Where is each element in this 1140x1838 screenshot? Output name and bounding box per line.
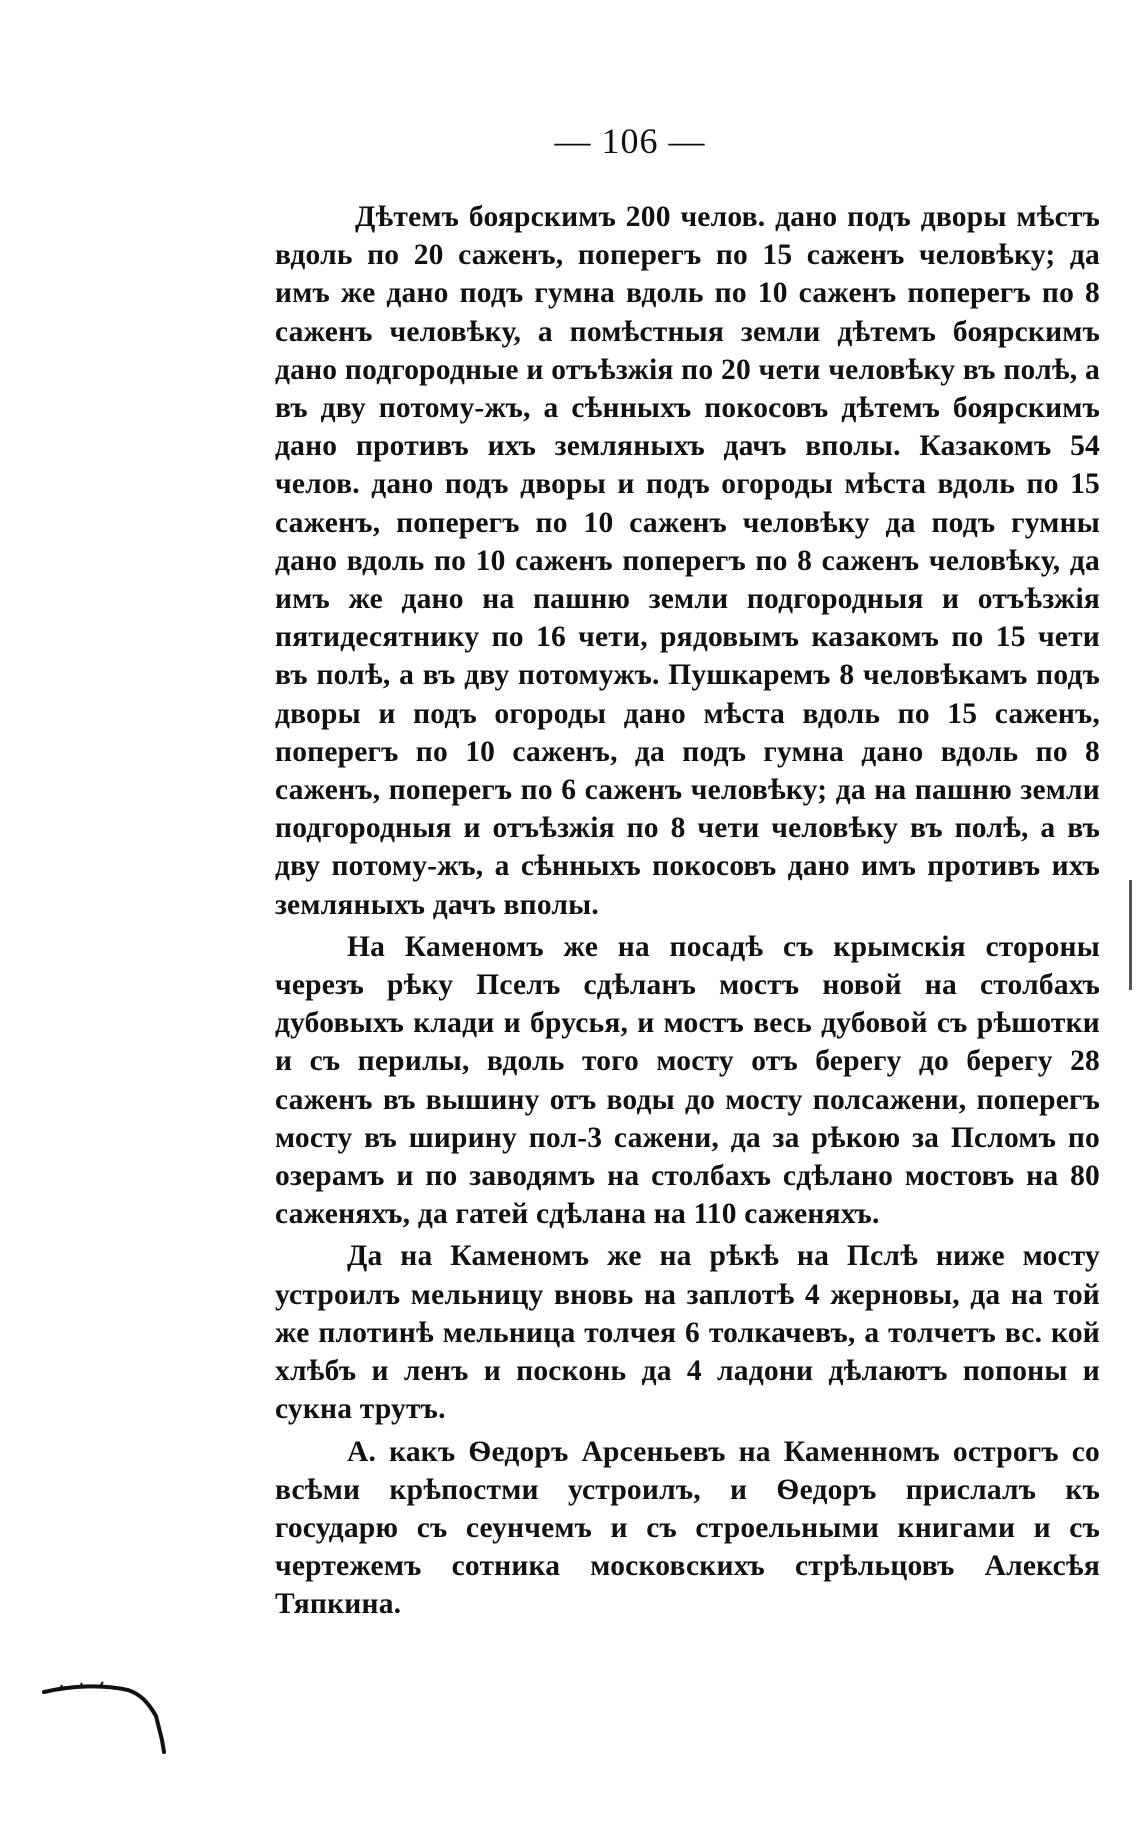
page-number: — 106 — [554,121,706,161]
body-text [275,198,1100,1628]
paragraph: Да на Каменомъ же на рѣкѣ на Пслѣ ниже мосту устроилъ мельницу вновь на заплотѣ 4 жерновы, да на той же плотинѣ мельница толчея 6 толкачевъ, а толчетъ вс. кой хлѣбъ и ленъ и посконь да 4 ладони дѣлаютъ попоны и сукна трутъ. [275,1240,1100,1426]
corner-flourish-mark [40,1680,170,1760]
scan-edge-line [1129,880,1132,990]
paragraph: А. какъ Ѳедоръ Арсеньевъ на Каменномъ острогъ со всѣми крѣпостми устроилъ, и Ѳедоръ прислалъ къ государю съ сеунчемъ и съ строельными книгами и съ чертежемъ сотника московскихъ стрѣльцовъ Алексѣя Тяпкина. [275,1435,1100,1621]
paragraph: На Каменомъ же на посадѣ съ крымскія стороны черезъ рѣку Пселъ сдѣланъ мостъ новой на столбахъ дубовыхъ клади и брусья, и мостъ весь дубовой съ рѣшотки и съ перилы, вдоль того мосту отъ берегу до берегу 28 саженъ въ вышину отъ воды до мосту полсажени, поперегъ мосту въ ширину пол-3 сажени, да за рѣкою за Псломъ по озерамъ и по заводямъ на столбахъ сдѣлано мостовъ на 80 саженяхъ, да гатей сдѣлана на 110 саженяхъ. [275,930,1100,1231]
paragraph: Дѣтемъ боярскимъ 200 челов. дано подъ дворы мѣстъ вдоль по 20 саженъ, поперегъ по 15 саженъ человѣку; да имъ же дано подъ гумна вдоль по 10 саженъ поперегъ по 8 саженъ человѣку, а помѣстныя земли дѣтемъ боярскимъ дано подгородные и отъѣзжія по 20 чети человѣку въ полѣ, а въ дву потому-жъ, а сѣнныхъ покосовъ дѣтемъ боярскимъ дано противъ ихъ земляныхъ дачъ вполы. Казакомъ 54 челов. дано подъ дворы и подъ огороды мѣста вдоль по 15 саженъ, поперегъ по 10 саженъ человѣку да подъ гумны дано вдоль по 10 саженъ поперегъ по 8 саженъ человѣку, да имъ же дано на пашню земли подгородныя и отъѣзжія пятидесятнику по 16 чети, рядовымъ казакомъ по 15 чети въ полѣ, а въ дву потомужъ. Пушкаремъ 8 человѣкамъ подъ дворы и подъ огороды дано мѣста вдоль по 15 саженъ, поперегъ по 10 саженъ, да подъ гумна дано вдоль по 8 саженъ, поперегъ по 6 саженъ человѣку; да на пашню земли подгородныя и отъѣзжія по 8 чети человѣку въ полѣ, а въ дву потому-жъ, а сѣнныхъ покосовъ дано имъ противъ ихъ земляныхъ дачъ вполы. [275,201,1100,921]
